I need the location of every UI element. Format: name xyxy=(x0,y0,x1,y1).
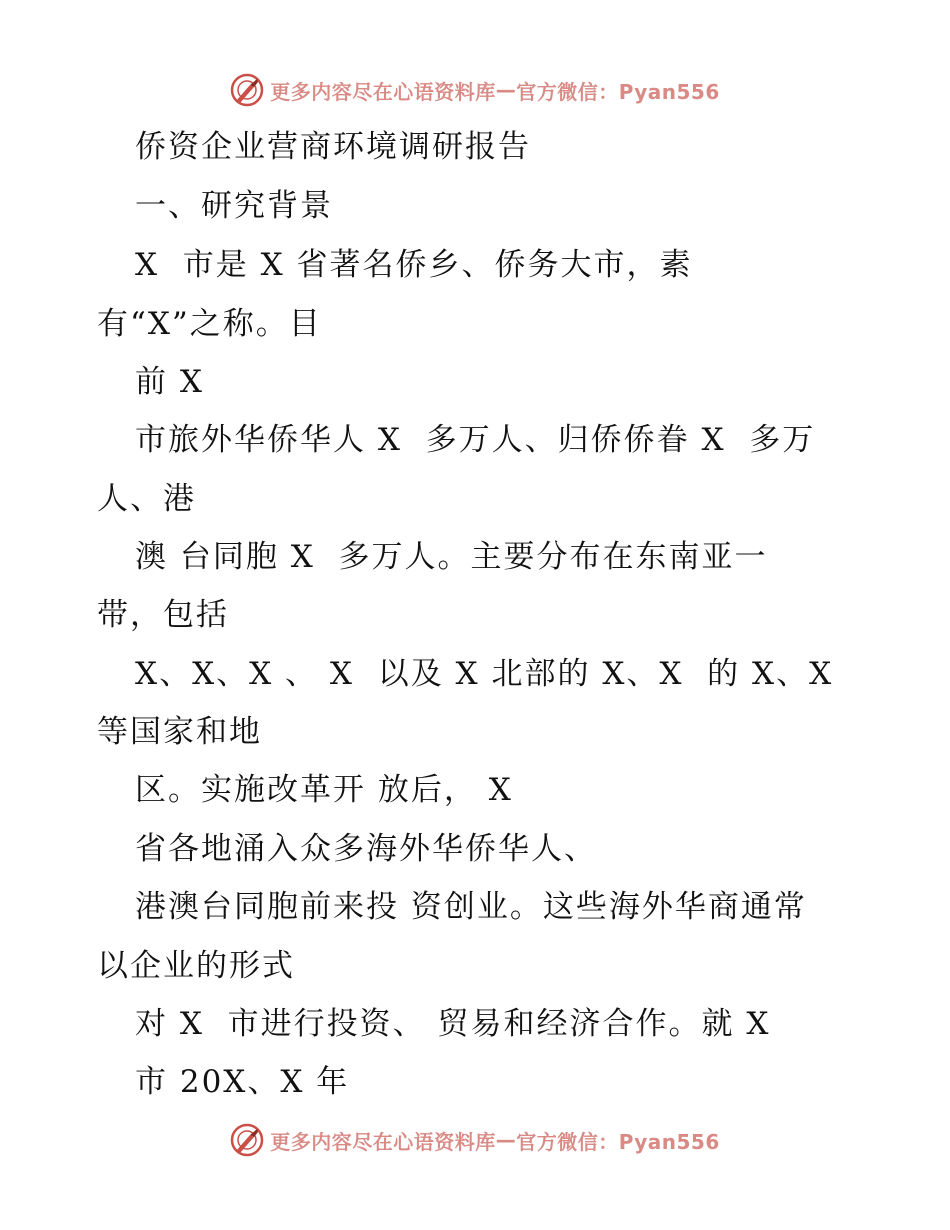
text-line: 澳 台同胞 X 多万人。主要分布在东南亚一 xyxy=(135,539,768,575)
watermark-brand: 更多内容尽在心语资料库 xyxy=(270,1129,496,1154)
text-line: 一、研究背景 xyxy=(135,188,333,224)
text-line: 带，包括 xyxy=(97,597,229,633)
pen-logo-icon xyxy=(230,73,264,107)
text-line: 省各地涌入众多海外华侨华人、 xyxy=(135,831,597,867)
text-line: X 市是 X 省著名侨乡、侨务大市，素 xyxy=(135,247,693,283)
watermark-wechat: 官方微信：Pyan556 xyxy=(516,1129,720,1154)
text-line: 有“X”之称。目 xyxy=(97,306,322,342)
text-line: 以企业的形式 xyxy=(97,948,295,984)
text-line: 区。实施改革开 放后， X xyxy=(135,772,513,808)
header-watermark xyxy=(0,70,950,110)
text-line: 前 X xyxy=(135,364,204,400)
pen-logo-icon xyxy=(230,1123,264,1157)
document-title: 侨资企业营商环境调研报告 xyxy=(135,129,531,165)
watermark-separator: — xyxy=(495,1128,517,1152)
footer-watermark xyxy=(0,1120,950,1160)
watermark-wechat: 官方微信：Pyan556 xyxy=(516,79,720,104)
text-line: 港澳台同胞前来投 资创业。这些海外华商通常 xyxy=(135,889,807,925)
text-line: 市 20X、X 年 xyxy=(135,1064,350,1100)
text-line: 人、港 xyxy=(97,481,196,517)
watermark-brand: 更多内容尽在心语资料库 xyxy=(270,79,496,104)
text-line: 对 X 市进行投资、 贸易和经济合作。就 X xyxy=(135,1006,771,1042)
text-line: 市旅外华侨华人 X 多万人、归侨侨眷 X 多万 xyxy=(135,422,816,458)
watermark-separator: — xyxy=(495,78,517,102)
text-line: 等国家和地 xyxy=(97,714,262,750)
text-line: X、X、X 、 X 以及 X 北部的 X、X 的 X、X xyxy=(135,656,834,692)
